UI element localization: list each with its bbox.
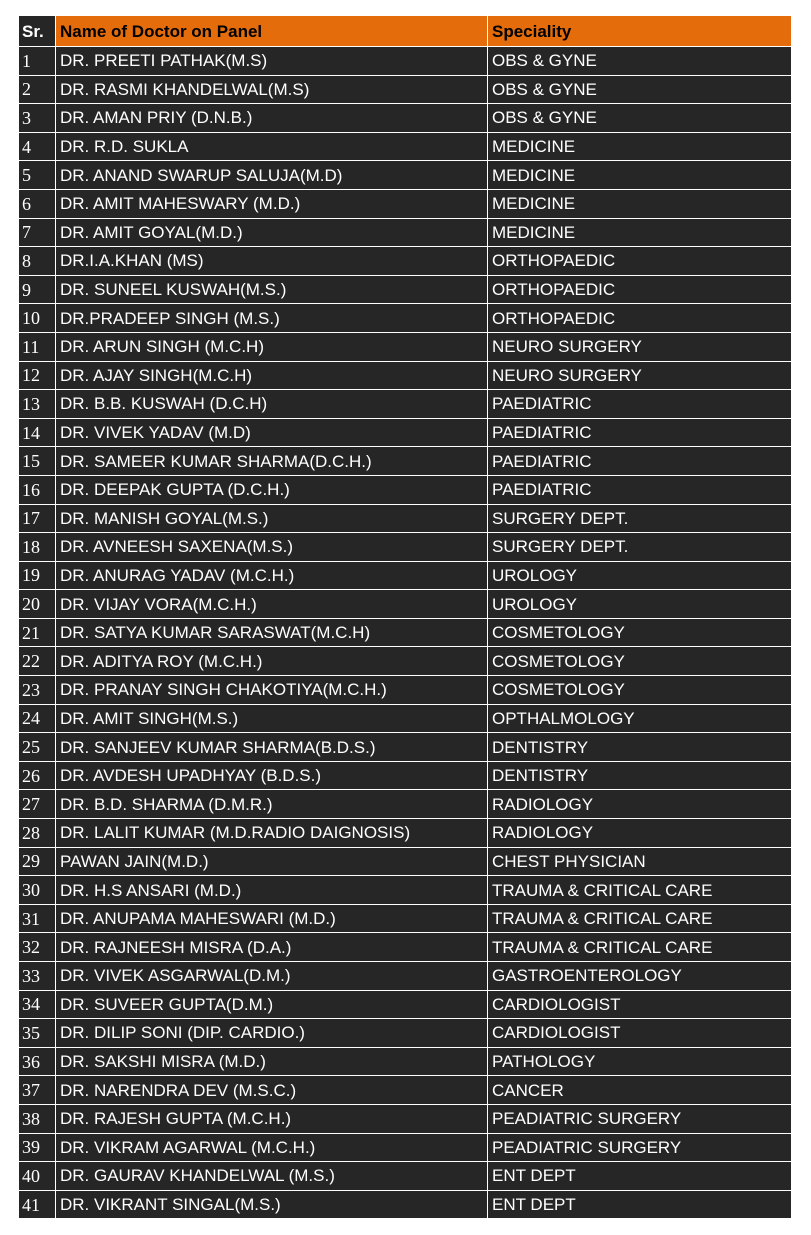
row-sr-cell: 37 [19, 1076, 56, 1105]
row-name-cell: DR. ARUN SINGH (M.C.H) [56, 332, 488, 361]
row-sr-cell: 24 [19, 704, 56, 733]
row-speciality-cell: PAEDIATRIC [488, 447, 792, 476]
row-sr-cell: 35 [19, 1019, 56, 1048]
row-speciality-cell: SURGERY DEPT. [488, 533, 792, 562]
table-row [19, 590, 792, 619]
table-row [19, 475, 792, 504]
table-row [19, 218, 792, 247]
row-sr-cell: 10 [19, 304, 56, 333]
row-speciality-cell: PATHOLOGY [488, 1047, 792, 1076]
row-speciality-cell: ENT DEPT [488, 1162, 792, 1191]
row-name-cell: DR. SUNEEL KUSWAH(M.S.) [56, 275, 488, 304]
row-name-cell: DR. ANURAG YADAV (M.C.H.) [56, 561, 488, 590]
row-speciality-cell: NEURO SURGERY [488, 361, 792, 390]
table-row [19, 847, 792, 876]
row-speciality-cell: OPTHALMOLOGY [488, 704, 792, 733]
table-row [19, 676, 792, 705]
row-name-cell: PAWAN JAIN(M.D.) [56, 847, 488, 876]
row-speciality-cell: PAEDIATRIC [488, 390, 792, 419]
row-sr-cell: 17 [19, 504, 56, 533]
row-sr-cell: 7 [19, 218, 56, 247]
row-speciality-cell: UROLOGY [488, 561, 792, 590]
row-speciality-cell: OBS & GYNE [488, 47, 792, 76]
row-name-cell: DR. ADITYA ROY (M.C.H.) [56, 647, 488, 676]
row-sr-cell: 12 [19, 361, 56, 390]
table-row [19, 161, 792, 190]
table-row [19, 1133, 792, 1162]
table-row [19, 733, 792, 762]
row-sr-cell: 19 [19, 561, 56, 590]
row-speciality-cell: MEDICINE [488, 189, 792, 218]
row-speciality-cell: PEADIATRIC SURGERY [488, 1104, 792, 1133]
table-row [19, 447, 792, 476]
table-row [19, 990, 792, 1019]
table-row [19, 504, 792, 533]
row-sr-cell: 25 [19, 733, 56, 762]
row-sr-cell: 9 [19, 275, 56, 304]
row-sr-cell: 21 [19, 618, 56, 647]
table-row [19, 132, 792, 161]
header-row [19, 16, 792, 47]
row-speciality-cell: ENT DEPT [488, 1190, 792, 1219]
row-speciality-cell: UROLOGY [488, 590, 792, 619]
row-name-cell: DR. NARENDRA DEV (M.S.C.) [56, 1076, 488, 1105]
row-speciality-cell: RADIOLOGY [488, 819, 792, 848]
row-name-cell: DR. VIKRANT SINGAL(M.S.) [56, 1190, 488, 1219]
row-sr-cell: 33 [19, 962, 56, 991]
table-row [19, 75, 792, 104]
table-row [19, 304, 792, 333]
row-name-cell: DR. AMIT MAHESWARY (M.D.) [56, 189, 488, 218]
table-row [19, 561, 792, 590]
row-name-cell: DR. PRANAY SINGH CHAKOTIYA(M.C.H.) [56, 676, 488, 705]
table-row [19, 275, 792, 304]
row-name-cell: DR. VIJAY VORA(M.C.H.) [56, 590, 488, 619]
table-body [19, 47, 792, 1219]
table-row [19, 247, 792, 276]
row-speciality-cell: COSMETOLOGY [488, 676, 792, 705]
table-row [19, 704, 792, 733]
row-sr-cell: 11 [19, 332, 56, 361]
row-name-cell: DR. AMIT SINGH(M.S.) [56, 704, 488, 733]
row-speciality-cell: TRAUMA & CRITICAL CARE [488, 876, 792, 905]
table-row [19, 1076, 792, 1105]
table-row [19, 1019, 792, 1048]
table-row [19, 761, 792, 790]
row-sr-cell: 26 [19, 761, 56, 790]
row-name-cell: DR. B.B. KUSWAH (D.C.H) [56, 390, 488, 419]
table-row [19, 933, 792, 962]
row-speciality-cell: CARDIOLOGIST [488, 990, 792, 1019]
row-sr-cell: 41 [19, 1190, 56, 1219]
row-speciality-cell: SURGERY DEPT. [488, 504, 792, 533]
row-speciality-cell: PAEDIATRIC [488, 475, 792, 504]
row-speciality-cell: PAEDIATRIC [488, 418, 792, 447]
row-sr-cell: 8 [19, 247, 56, 276]
row-speciality-cell: CHEST PHYSICIAN [488, 847, 792, 876]
row-speciality-cell: MEDICINE [488, 132, 792, 161]
row-name-cell: DR. SAMEER KUMAR SHARMA(D.C.H.) [56, 447, 488, 476]
row-sr-cell: 5 [19, 161, 56, 190]
row-sr-cell: 40 [19, 1162, 56, 1191]
row-speciality-cell: DENTISTRY [488, 761, 792, 790]
header-speciality: Speciality [488, 16, 792, 47]
row-speciality-cell: TRAUMA & CRITICAL CARE [488, 933, 792, 962]
row-speciality-cell: TRAUMA & CRITICAL CARE [488, 904, 792, 933]
row-sr-cell: 29 [19, 847, 56, 876]
row-speciality-cell: DENTISTRY [488, 733, 792, 762]
row-sr-cell: 2 [19, 75, 56, 104]
row-sr-cell: 3 [19, 104, 56, 133]
row-name-cell: DR. AVDESH UPADHYAY (B.D.S.) [56, 761, 488, 790]
table-row [19, 1190, 792, 1219]
row-name-cell: DR. VIVEK ASGARWAL(D.M.) [56, 962, 488, 991]
table-row [19, 390, 792, 419]
row-name-cell: DR. SUVEER GUPTA(D.M.) [56, 990, 488, 1019]
table-row [19, 332, 792, 361]
table-row [19, 1104, 792, 1133]
row-sr-cell: 16 [19, 475, 56, 504]
table-row [19, 104, 792, 133]
row-name-cell: DR. RAJNEESH MISRA (D.A.) [56, 933, 488, 962]
row-name-cell: DR.I.A.KHAN (MS) [56, 247, 488, 276]
row-speciality-cell: ORTHOPAEDIC [488, 247, 792, 276]
table-row [19, 790, 792, 819]
row-speciality-cell: COSMETOLOGY [488, 618, 792, 647]
row-sr-cell: 15 [19, 447, 56, 476]
table-row [19, 1162, 792, 1191]
row-sr-cell: 34 [19, 990, 56, 1019]
row-sr-cell: 28 [19, 819, 56, 848]
table-row [19, 533, 792, 562]
header-name: Name of Doctor on Panel [56, 16, 488, 47]
row-sr-cell: 39 [19, 1133, 56, 1162]
row-name-cell: DR. VIKRAM AGARWAL (M.C.H.) [56, 1133, 488, 1162]
row-name-cell: DR. ANAND SWARUP SALUJA(M.D) [56, 161, 488, 190]
row-sr-cell: 23 [19, 676, 56, 705]
row-name-cell: DR. DEEPAK GUPTA (D.C.H.) [56, 475, 488, 504]
row-speciality-cell: OBS & GYNE [488, 75, 792, 104]
row-sr-cell: 13 [19, 390, 56, 419]
row-speciality-cell: MEDICINE [488, 161, 792, 190]
table-row [19, 418, 792, 447]
row-sr-cell: 1 [19, 47, 56, 76]
row-speciality-cell: COSMETOLOGY [488, 647, 792, 676]
table-row [19, 819, 792, 848]
header-sr: Sr. [19, 16, 56, 47]
row-name-cell: DR. RASMI KHANDELWAL(M.S) [56, 75, 488, 104]
row-name-cell: DR. B.D. SHARMA (D.M.R.) [56, 790, 488, 819]
row-speciality-cell: PEADIATRIC SURGERY [488, 1133, 792, 1162]
table-header [19, 16, 792, 47]
row-name-cell: DR. RAJESH GUPTA (M.C.H.) [56, 1104, 488, 1133]
row-name-cell: DR. SATYA KUMAR SARASWAT(M.C.H) [56, 618, 488, 647]
row-speciality-cell: RADIOLOGY [488, 790, 792, 819]
row-name-cell: DR. DILIP SONI (DIP. CARDIO.) [56, 1019, 488, 1048]
row-name-cell: DR. GAURAV KHANDELWAL (M.S.) [56, 1162, 488, 1191]
row-sr-cell: 18 [19, 533, 56, 562]
row-speciality-cell: CARDIOLOGIST [488, 1019, 792, 1048]
table-row [19, 962, 792, 991]
row-sr-cell: 32 [19, 933, 56, 962]
table-row [19, 618, 792, 647]
row-sr-cell: 14 [19, 418, 56, 447]
row-sr-cell: 31 [19, 904, 56, 933]
row-name-cell: DR. PREETI PATHAK(M.S) [56, 47, 488, 76]
row-sr-cell: 20 [19, 590, 56, 619]
row-name-cell: DR. MANISH GOYAL(M.S.) [56, 504, 488, 533]
doctor-panel-table [18, 15, 792, 1219]
row-speciality-cell: NEURO SURGERY [488, 332, 792, 361]
table-row [19, 904, 792, 933]
row-sr-cell: 27 [19, 790, 56, 819]
row-speciality-cell: OBS & GYNE [488, 104, 792, 133]
table-row [19, 47, 792, 76]
row-sr-cell: 22 [19, 647, 56, 676]
row-name-cell: DR. LALIT KUMAR (M.D.RADIO DAIGNOSIS) [56, 819, 488, 848]
row-sr-cell: 36 [19, 1047, 56, 1076]
row-speciality-cell: ORTHOPAEDIC [488, 275, 792, 304]
row-sr-cell: 30 [19, 876, 56, 905]
row-name-cell: DR. AMIT GOYAL(M.D.) [56, 218, 488, 247]
row-sr-cell: 38 [19, 1104, 56, 1133]
row-name-cell: DR. VIVEK YADAV (M.D) [56, 418, 488, 447]
row-speciality-cell: MEDICINE [488, 218, 792, 247]
row-name-cell: DR. AJAY SINGH(M.C.H) [56, 361, 488, 390]
row-name-cell: DR. R.D. SUKLA [56, 132, 488, 161]
row-name-cell: DR. SANJEEV KUMAR SHARMA(B.D.S.) [56, 733, 488, 762]
row-name-cell: DR. SAKSHI MISRA (M.D.) [56, 1047, 488, 1076]
row-speciality-cell: GASTROENTEROLOGY [488, 962, 792, 991]
row-name-cell: DR. AVNEESH SAXENA(M.S.) [56, 533, 488, 562]
row-sr-cell: 4 [19, 132, 56, 161]
table-row [19, 361, 792, 390]
table-row [19, 1047, 792, 1076]
row-speciality-cell: ORTHOPAEDIC [488, 304, 792, 333]
doctor-panel-table-container [18, 15, 792, 1219]
table-row [19, 647, 792, 676]
table-row [19, 189, 792, 218]
row-name-cell: DR. AMAN PRIY (D.N.B.) [56, 104, 488, 133]
table-row [19, 876, 792, 905]
row-name-cell: DR. ANUPAMA MAHESWARI (M.D.) [56, 904, 488, 933]
row-name-cell: DR.PRADEEP SINGH (M.S.) [56, 304, 488, 333]
row-name-cell: DR. H.S ANSARI (M.D.) [56, 876, 488, 905]
row-speciality-cell: CANCER [488, 1076, 792, 1105]
row-sr-cell: 6 [19, 189, 56, 218]
